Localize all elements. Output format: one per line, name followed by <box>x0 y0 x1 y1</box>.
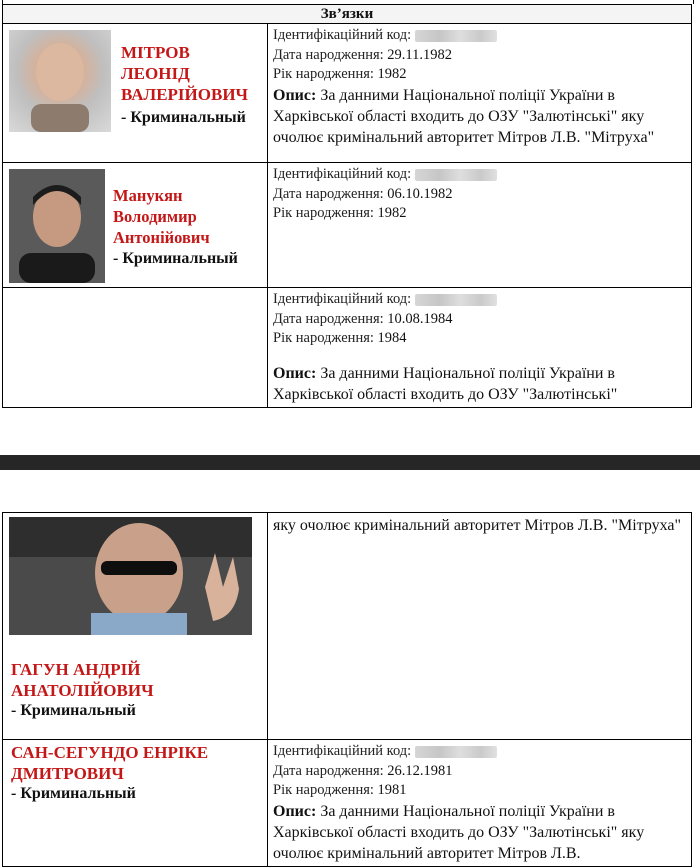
id-label: Ідентифікаційний код: <box>273 27 412 43</box>
birth-year-value: 1981 <box>377 782 407 798</box>
description-text: За данними Національної поліції України в Харківської області входить до ОЗУ "Залютінські" яку очолює кримінальний авторитет Мітров Л.В. <box>273 802 645 862</box>
person-row-5 <box>3 740 692 867</box>
description-label: Опис: <box>273 802 317 820</box>
person-row-1 <box>3 24 692 163</box>
section-header: Зв’язки <box>3 5 692 24</box>
person-name-1-line-3: ВАЛЕРІЙОВИЧ <box>121 85 249 104</box>
birth-date-label: Дата народження: <box>273 185 384 202</box>
id-label: Ідентифікаційний код: <box>273 743 412 759</box>
description-continued: яку очолює кримінальний авторитет Мітров Л.В. "Мітруха" <box>273 517 682 534</box>
birth-date-value: 06.10.1982 <box>387 185 453 202</box>
person-row-3 <box>3 288 692 408</box>
birth-date-label: Дата народження: <box>273 310 384 327</box>
id-label: Ідентифікаційний код: <box>273 291 412 307</box>
person-photo-1 <box>9 30 111 132</box>
birth-year-value: 1984 <box>377 330 407 346</box>
person-photo-2 <box>9 169 105 283</box>
birth-date-label: Дата народження: <box>273 762 384 779</box>
redacted-id <box>415 294 497 306</box>
birth-date-value: 10.08.1984 <box>387 310 453 327</box>
description-label: Опис: <box>273 86 317 104</box>
birth-year-label: Рік народження: <box>273 66 374 82</box>
person-name-5-line-1: САН-СЕГУНДО ЕНРІКЕ <box>11 743 209 762</box>
person-role-1: - Криминальный <box>121 109 246 126</box>
page-2 <box>0 470 700 862</box>
person-info-5 <box>268 740 691 866</box>
person-role-2: - Криминальный <box>113 250 238 267</box>
redacted-id <box>415 169 497 181</box>
person-name-2-line-2: Володимир <box>113 207 197 226</box>
person-info-1 <box>268 24 691 150</box>
description-text: За данними Національної поліції України в Харківської області входить до ОЗУ "Залютінські" яку очолює кримінальний авторитет Мітров Л.В. "Мітруха" <box>273 86 655 146</box>
person-role-4: - Криминальный <box>11 702 136 719</box>
person-row-4 <box>3 513 692 740</box>
redacted-id <box>415 30 497 42</box>
empty-person-cell <box>3 288 268 408</box>
birth-year-label: Рік народження: <box>273 205 374 221</box>
person-photo-4 <box>9 517 252 635</box>
person-name-1-line-1: МІТРОВ <box>121 43 190 62</box>
redacted-id <box>415 746 497 758</box>
person-info-2 <box>268 163 691 226</box>
person-name-4-line-2: АНАТОЛІЙОВИЧ <box>11 681 154 700</box>
birth-date-label: Дата народження: <box>273 46 384 63</box>
relations-table-2 <box>2 512 692 867</box>
birth-year-label: Рік народження: <box>273 782 374 798</box>
birth-year-label: Рік народження: <box>273 330 374 346</box>
birth-year-value: 1982 <box>377 66 407 82</box>
person-info-3 <box>268 288 691 407</box>
birth-date-value: 29.11.1982 <box>387 46 453 63</box>
person-name-2-line-3: Антонійович <box>113 228 210 247</box>
person-role-5: - Криминальный <box>11 785 136 802</box>
description-text: За данними Національної поліції України в Харківської області входить до ОЗУ "Залютінські" <box>273 364 618 403</box>
birth-date-value: 26.12.1981 <box>387 762 453 779</box>
page-separator <box>0 455 700 470</box>
description-label: Опис: <box>273 364 317 382</box>
id-label: Ідентифікаційний код: <box>273 166 412 182</box>
person-row-2 <box>3 163 692 288</box>
relations-table-1 <box>2 4 692 408</box>
birth-year-value: 1982 <box>377 205 407 221</box>
person-name-4-line-1: ГАГУН АНДРІЙ <box>11 660 141 679</box>
person-name-5-line-2: ДМИТРОВИЧ <box>11 764 124 783</box>
person-name-2-line-1: Манукян <box>113 186 183 205</box>
person-name-1-line-2: ЛЕОНІД <box>121 64 190 83</box>
person-info-4 <box>268 513 691 538</box>
